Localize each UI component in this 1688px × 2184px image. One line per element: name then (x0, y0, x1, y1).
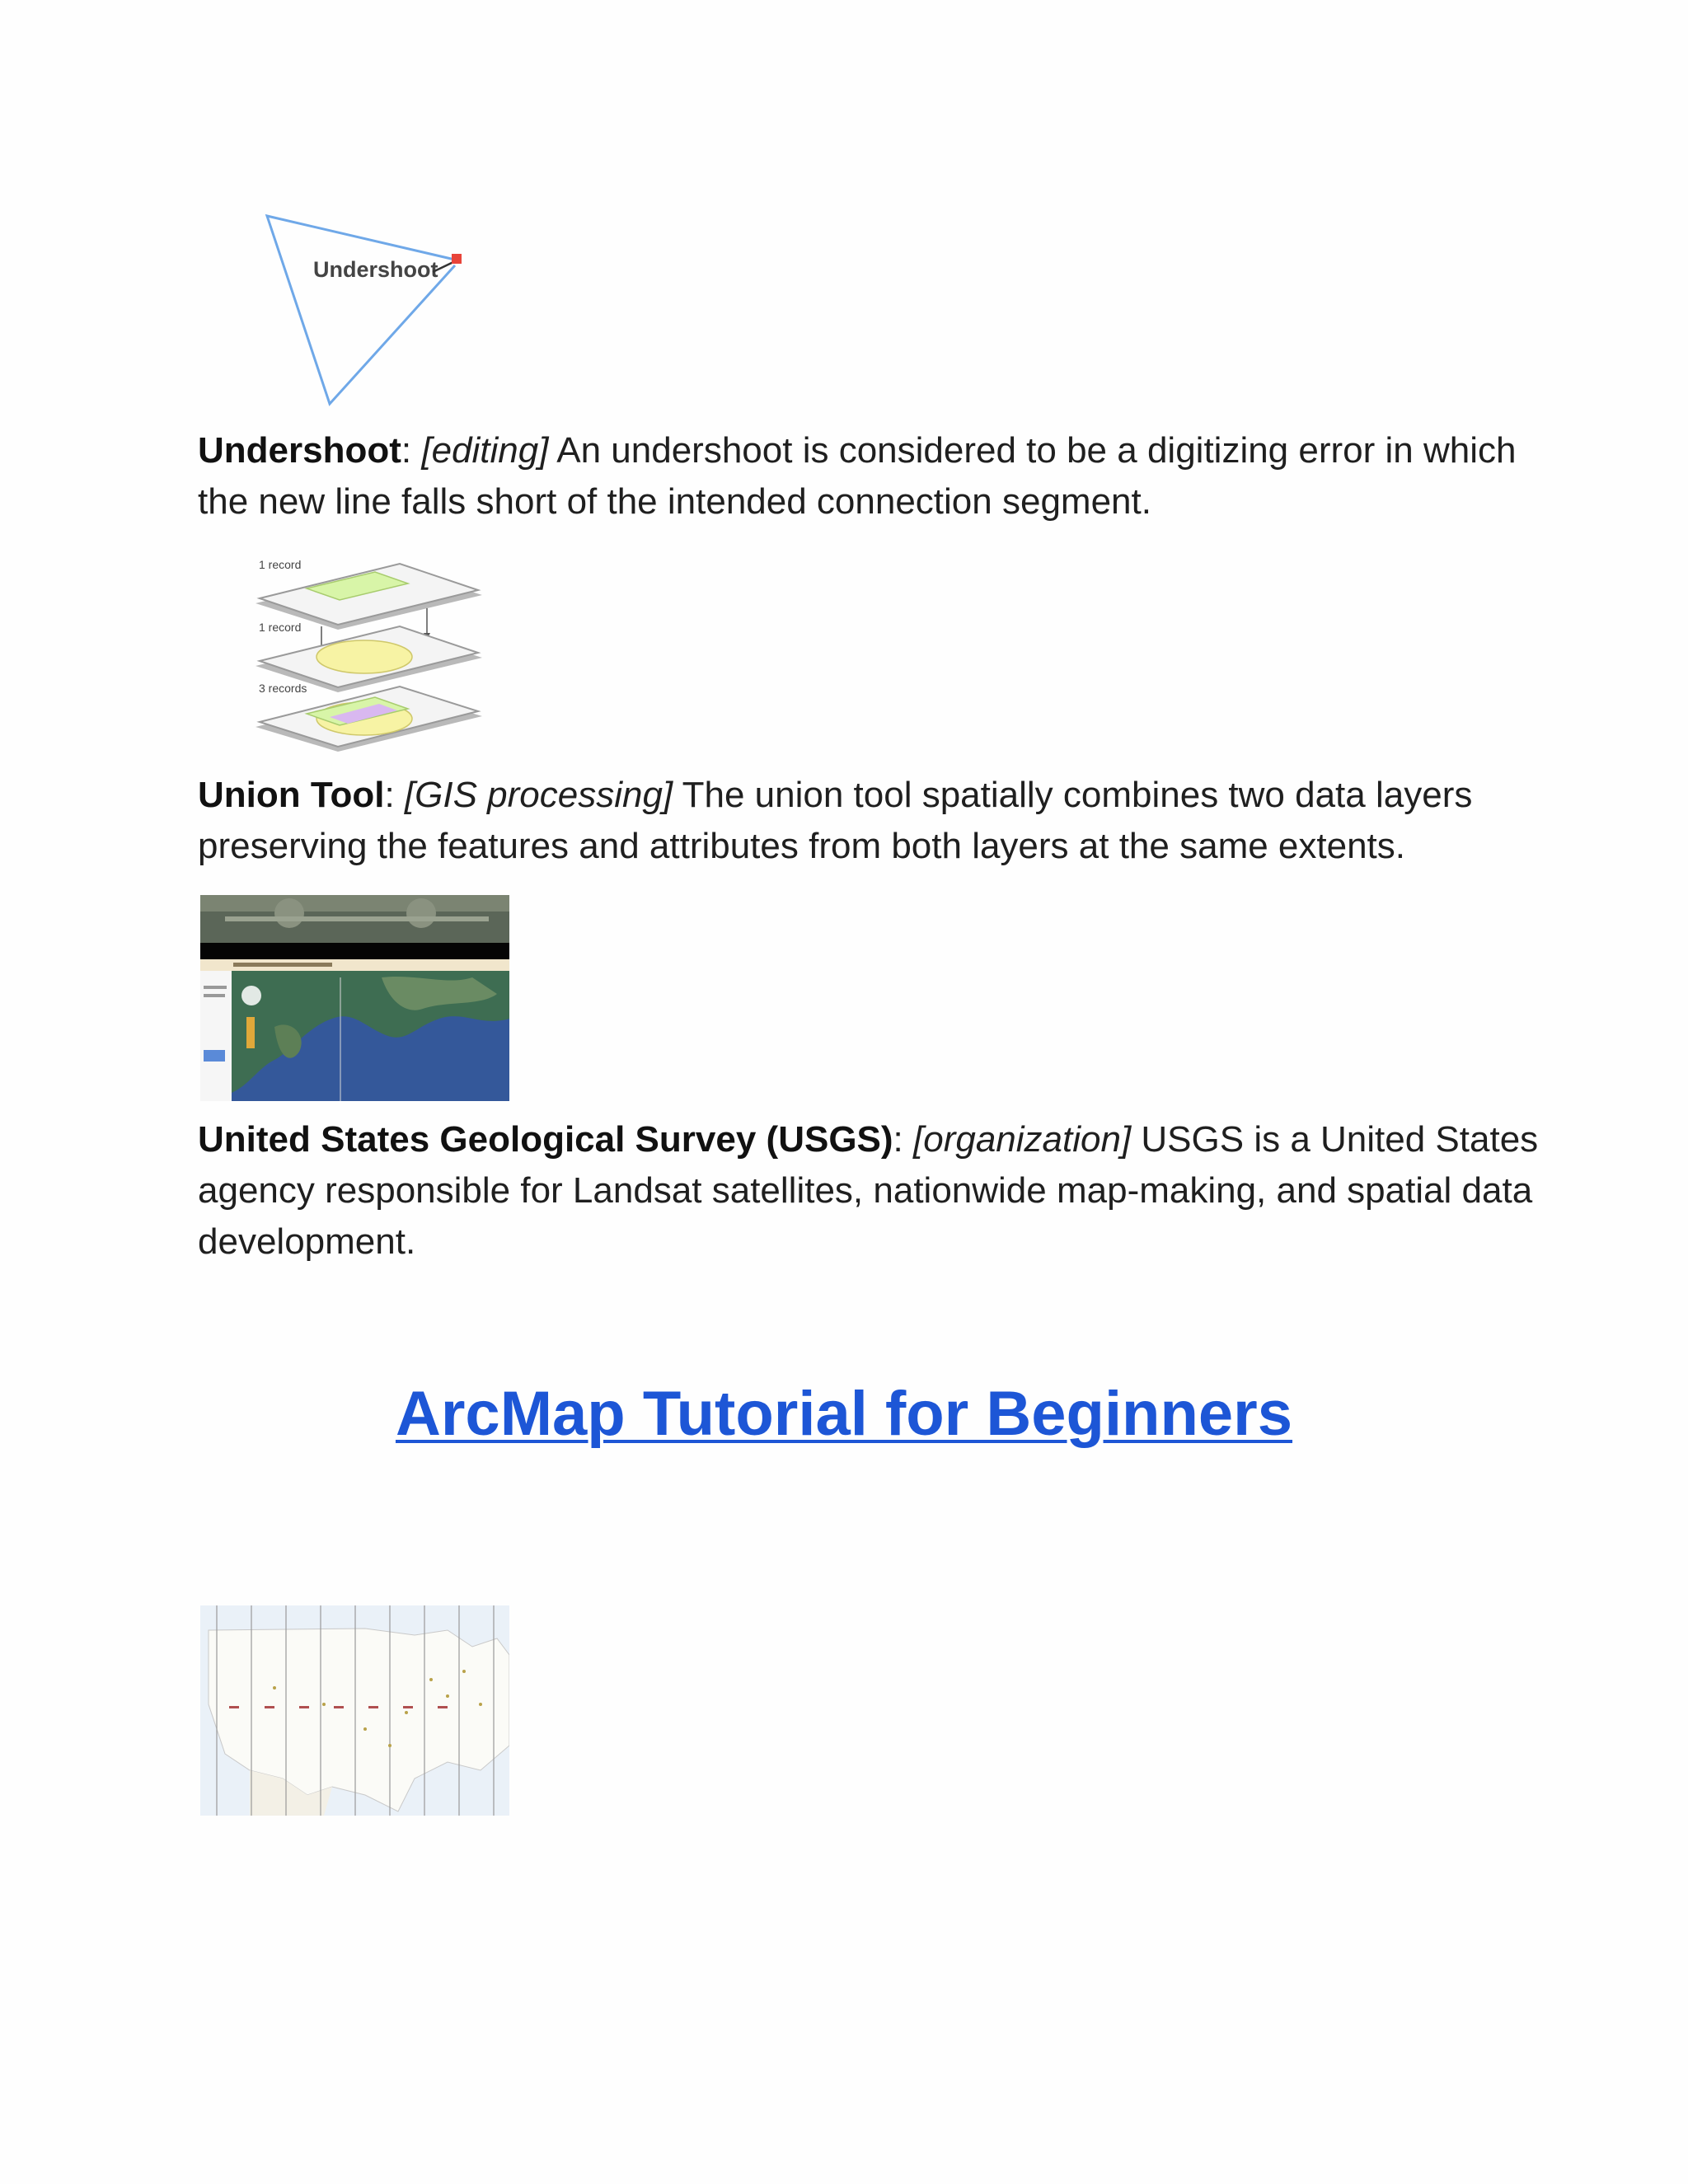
layer-label-3: 3 records (259, 682, 307, 695)
entry-term: Union Tool (198, 775, 385, 815)
layer-label-1: 1 record (259, 558, 302, 571)
entry-definition: USGS is a United States agency responsible for Landsat satellites, nationwide map-making, and spatial data development. (198, 1119, 1539, 1262)
usgs-screenshot-figure (200, 895, 509, 1101)
union-tool-figure (247, 551, 495, 765)
entry-definition: An undershoot is considered to be a digitizing error in which the new line falls short of the intended connection segment. (198, 430, 1517, 522)
us-map-figure (200, 1605, 509, 1816)
entry-definition: The union tool spatially combines two data layers preserving the features and attributes from both layers at the same extents. (198, 775, 1473, 866)
layer-circle-yellow (316, 640, 412, 673)
undershoot-figure (247, 206, 495, 412)
arcmap-tutorial-link[interactable]: ArcMap Tutorial for Beginners (395, 1379, 1293, 1449)
entry-category: [organization] (913, 1119, 1132, 1160)
usgs-entry: United States Geological Survey (USGS): [organization] USGS is a United States agency responsible for Landsat satellites, nationwide map-making, and spatial data development. (198, 1119, 1539, 1262)
entry-category: [GIS processing] (404, 775, 673, 815)
layer-label-2: 1 record (259, 621, 302, 634)
map-zoom-control[interactable] (246, 1017, 255, 1048)
undershoot-entry: Undershoot: [editing] An undershoot is considered to be a digitizing error in which the new line falls short of the intended connection segment. (198, 430, 1517, 522)
entry-term: United States Geological Survey (USGS) (198, 1119, 893, 1160)
undershoot-triangle (267, 216, 458, 404)
entry-category: [editing] (421, 430, 549, 471)
union-tool-entry: Union Tool: [GIS processing] The union tool spatially combines two data layers preserving the features and attributes from both layers at the same extents. (198, 775, 1473, 866)
undershoot-figure-label: Undershoot (313, 257, 438, 282)
undershoot-marker-icon (452, 254, 462, 264)
entry-term: Undershoot (198, 430, 401, 471)
left-panel (200, 971, 232, 1101)
map-pan-control[interactable] (241, 986, 261, 1005)
